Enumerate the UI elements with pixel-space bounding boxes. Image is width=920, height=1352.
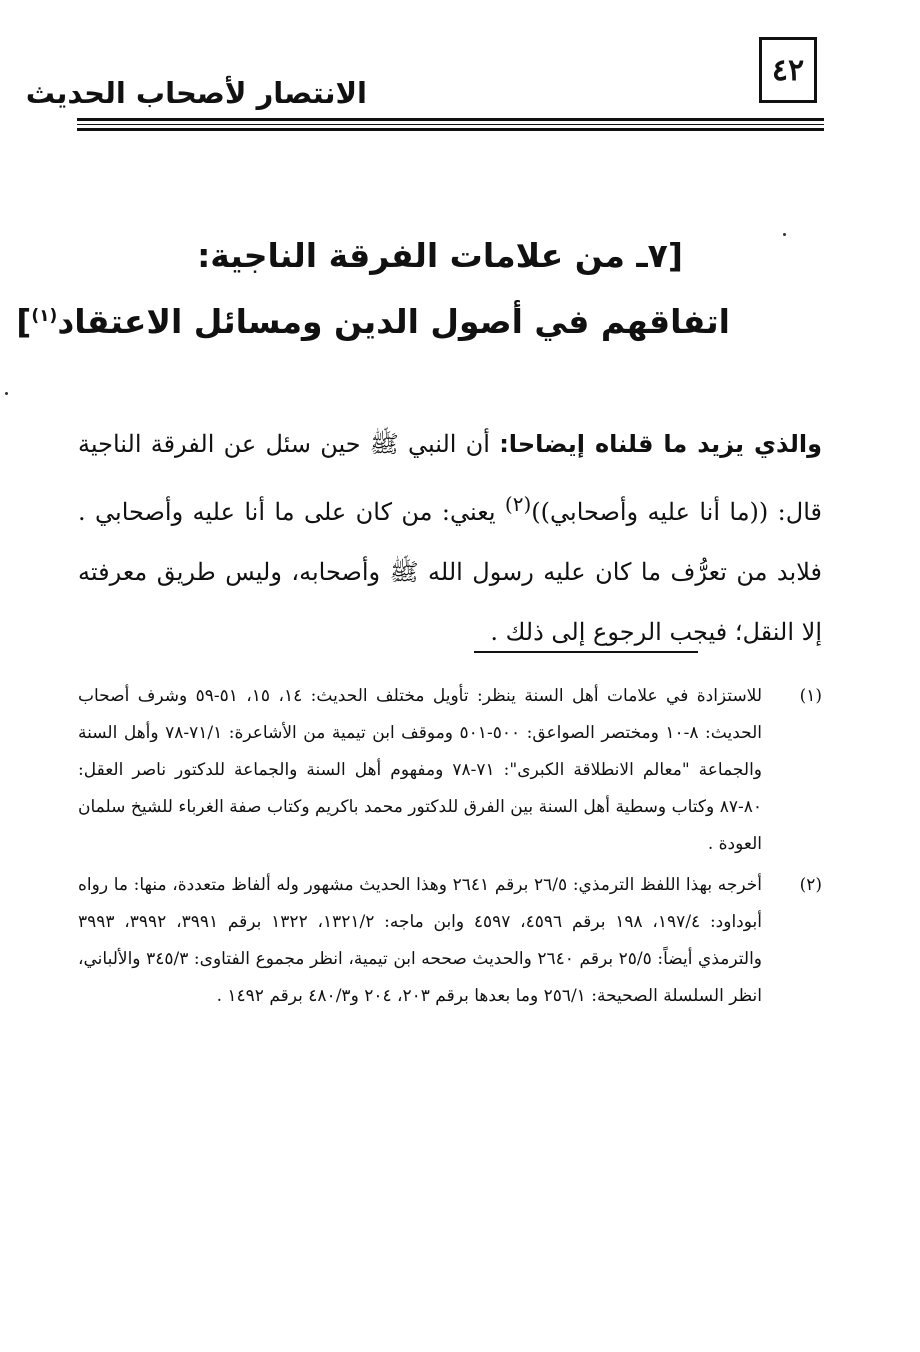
chapter-title-line-2	[16, 286, 730, 352]
page-number	[759, 37, 817, 103]
chapter-title-line-1: [٧ـ من علامات الفرقة الناجية:	[197, 236, 683, 275]
chapter-title	[16, 226, 730, 352]
footnote-2-text: أخرجه بهذا اللفظ الترمذي: ٢٦/٥ برقم ٢٦٤١ وهذا الحديث مشهور وله ألفاظ متعددة، منها: ما رواه أبوداود: ١٩٧/٤، ١٩٨ برقم ٤٥٩٦، ٤٥٩٧ وابن ماجه: ١٣٢١/٢، ١٣٢٢ برقم ٣٩٩١، ٣٩٩٢، ٣٩٩٣ والترمذي أيضاً: ٢٥/٥ برقم ٢٦٤٠ والحديث صححه ابن تيمية، انظر مجموع الفتاوى: ٣٤٥/٣ والألباني، انظر السلسلة الصحيحة: ٢٥٦/١ وما بعدها برقم ٢٠٣، ٢٠٤ و٤٨٠/٣ برقم ١٤٩٢ .	[78, 875, 763, 1006]
scan-speck	[5, 392, 8, 395]
header-rule-middle	[77, 124, 824, 125]
running-header: الانتصار لأصحاب الحديث	[25, 76, 367, 110]
footnote-1-text: للاستزادة في علامات أهل السنة ينظر: تأويل مختلف الحديث: ١٤، ١٥، ٥١-٥٩ وشرف أصحاب الحديث: ٨-١٠ ومختصر الصواعق: ٥٠٠-٥٠١ وموقف ابن تيمية من الأشاعرة: ٧١/١-٧٨ وأهل السنة والجماعة "معالم الانطلاقة الكبرى": ٧١-٧٨ ومفهوم أهل السنة والجماعة للدكتور ناصر العقل: ٨٠-٨٧ وكتاب وسطية أهل السنة بين الفرق للدكتور محمد باكريم وكتاب صفة الغرباء للشيخ سلمان العودة .	[78, 686, 763, 854]
scan-speck	[783, 233, 786, 236]
page-number-text: ٤٢	[771, 52, 805, 88]
footnote-2-mark: (٢)	[799, 875, 822, 895]
header-rule-bottom	[77, 128, 824, 131]
body-paragraph	[78, 414, 822, 662]
footnotes	[78, 678, 822, 1019]
footnote-2	[78, 867, 822, 1015]
footnote-1	[78, 678, 822, 863]
body-text-part-1: أن النبي ﷺ حين سئل عن الفرقة الناجية قال: ((ما أنا عليه وأصحابي))	[78, 430, 822, 526]
footnote-separator	[474, 651, 698, 653]
chapter-title-line-2-text: اتفاقهم في أصول الدين ومسائل الاعتقاد	[57, 302, 730, 341]
chapter-title-close: ]	[16, 302, 32, 341]
body-footnote-ref: (٢)	[504, 492, 532, 516]
body-lead: والذي يزيد ما قلناه إيضاحا:	[499, 430, 823, 458]
footnote-1-mark: (١)	[799, 686, 822, 706]
body-text-part-2: يعني: من كان على ما أنا عليه وأصحابي . فلابد من تعرُّف ما كان عليه رسول الله ﷺ وأصحابه، وليس طريق معرفته إلا النقل؛ فيجب الرجوع إلى ذلك .	[78, 498, 822, 646]
header-rule-top	[77, 118, 824, 121]
chapter-footnote-ref: (١)	[31, 306, 58, 326]
